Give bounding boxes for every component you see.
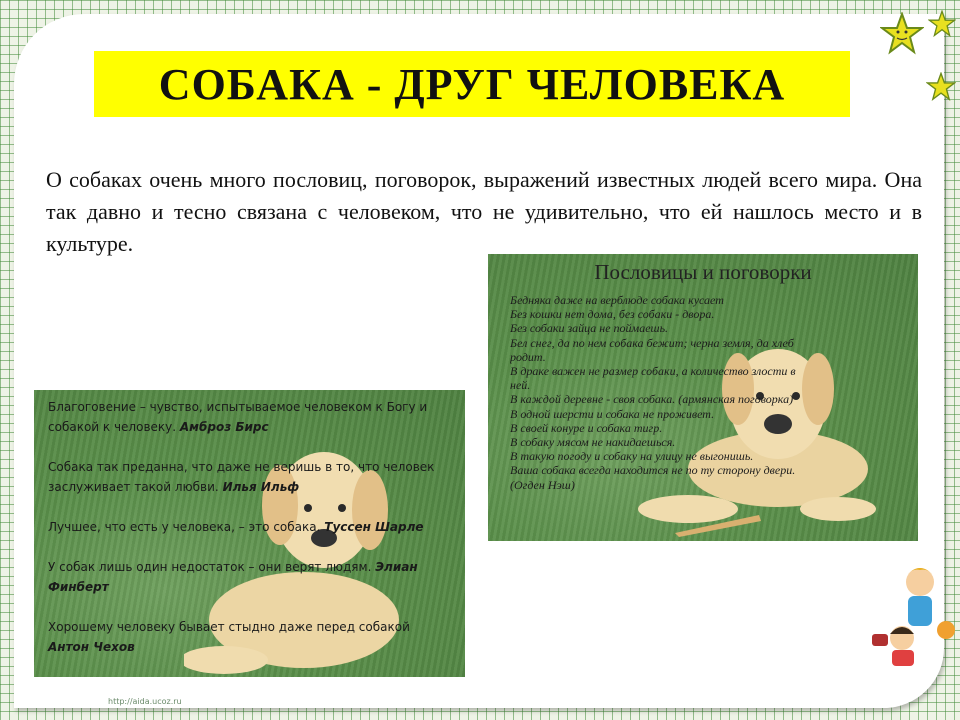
proverb-line: В каждой деревне - своя собака. (армянская поговорка) xyxy=(510,392,794,407)
quote-item xyxy=(48,557,448,597)
intro-paragraph: О собаках очень много пословиц, поговорок, выражений известных людей всего мира. Она так давно и тесно связана с человеком, что не удивительно, что ей нашлось место и в культуре. xyxy=(46,167,922,256)
proverbs-title: Пословицы и поговорки xyxy=(594,260,812,284)
quote-text: Благоговение – чувство, испытываемое человеком к Богу и собакой к человеку. xyxy=(48,400,428,434)
proverb-line: В собаку мясом не накидаешься. xyxy=(510,435,676,450)
quote-author: Амброз Бирс xyxy=(179,420,269,434)
quote-author: Илья Ильф xyxy=(222,480,300,494)
proverbs-list xyxy=(510,293,910,492)
proverb-line: Без собаки зайца не поймаешь. xyxy=(510,321,669,336)
quote-text: Лучшее, что есть у человека, – это собака. xyxy=(48,520,321,534)
proverb-line: родит. xyxy=(510,349,546,364)
quote-item xyxy=(48,517,448,537)
proverb-line: В одной шерсти и собака не проживет. xyxy=(510,406,715,421)
proverb-line: Бел снег, да по нем собака бежит; черна земля, да хлеб xyxy=(510,335,794,350)
quotes-image xyxy=(34,390,465,677)
quote-author: Туссен Шарле xyxy=(324,520,424,534)
star-icon-small xyxy=(928,10,956,38)
proverbs-image xyxy=(488,254,918,541)
proverb-line: В такую погоду и собаку на улицу не выгонишь. xyxy=(510,449,754,464)
proverb-line: В своей конуре и собака тигр. xyxy=(510,420,663,435)
page-title: СОБАКА - ДРУГ ЧЕЛОВЕКА xyxy=(158,59,786,109)
proverb-line: (Огден Нэш) xyxy=(510,477,575,492)
proverb-line: В драке важен не размер собаки, а количество злости в xyxy=(510,364,796,379)
quote-author: Элиан Финберт xyxy=(48,560,418,594)
quote-text: У собак лишь один недостаток – они верят людям. xyxy=(48,560,372,574)
quote-author: Антон Чехов xyxy=(48,640,135,654)
star-icon-side xyxy=(926,72,956,102)
proverb-line: Без кошки нет дома, без собаки - двора. xyxy=(510,307,715,322)
quote-item xyxy=(48,397,448,437)
proverb-line: ней. xyxy=(510,378,531,393)
proverb-line: Бедняка даже на верблюде собака кусает xyxy=(510,293,724,307)
quote-item xyxy=(48,457,448,497)
proverb-line: Ваша собака всегда находится не по ту сторону двери. xyxy=(510,463,796,478)
quote-text: Собака так преданна, что даже не веришь в то, что человек заслуживает такой любви. xyxy=(48,460,435,494)
footer-credit: http://aida.ucoz.ru xyxy=(108,697,182,706)
star-icon-large xyxy=(880,12,924,56)
children-clipart xyxy=(868,560,960,670)
title-banner xyxy=(94,51,850,117)
quote-text: Хорошему человеку бывает стыдно даже перед собакой xyxy=(48,620,410,634)
quotes-list xyxy=(48,397,448,677)
stick-illustration xyxy=(673,509,763,537)
quote-item xyxy=(48,617,448,657)
